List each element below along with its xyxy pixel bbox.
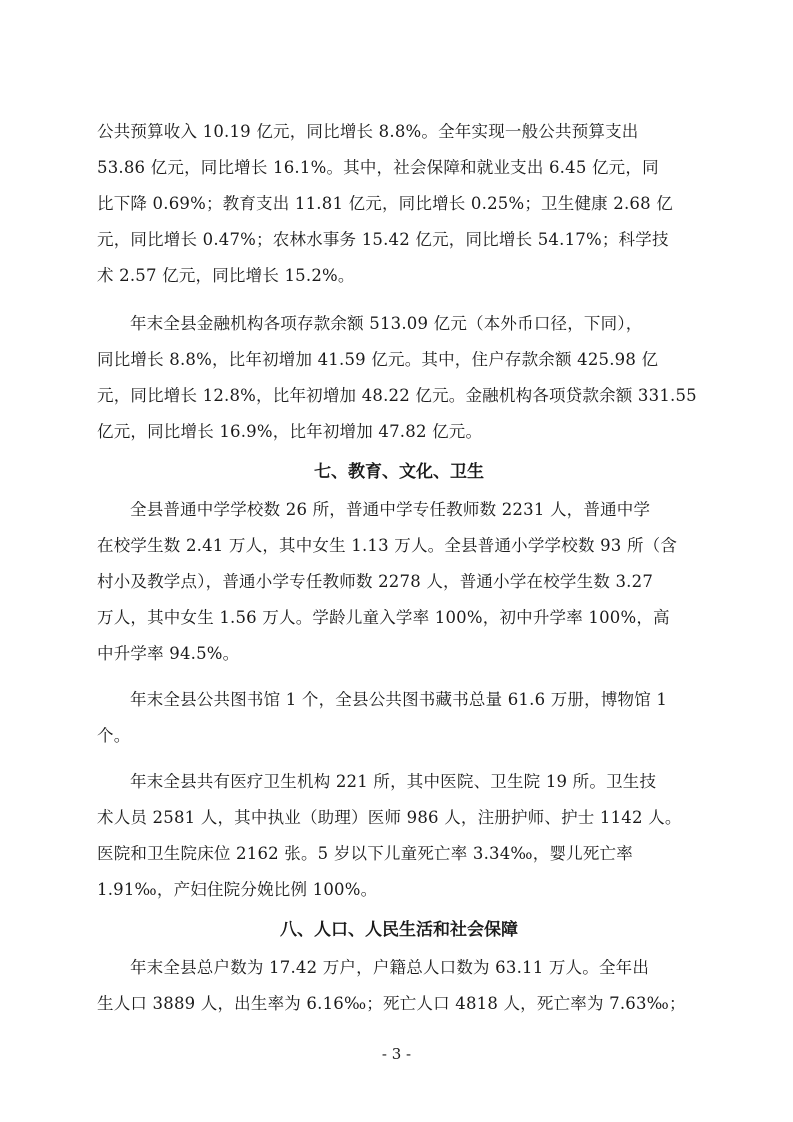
text-line: 亿元，同比增长 16.9%，比年初增加 47.82 亿元。 [97, 422, 483, 441]
text-line: 村小及教学点），普通小学专任教师数 2278 人，普通小学在校学生数 3.27 [97, 572, 654, 591]
text-line: 年末全县公共图书馆 1 个，全县公共图书藏书总量 61.6 万册，博物馆 1 [130, 690, 668, 709]
text-line: 全县普通中学学校数 26 所，普通中学专任教师数 2231 人，普通中学 [130, 500, 651, 519]
text-line: 元，同比增长 12.8%，比年初增加 48.22 亿元。金融机构各项贷款余额 331.55 [97, 386, 697, 405]
text-line: 万人，其中女生 1.56 万人。学龄儿童入学率 100%，初中升学率 100%，高 [97, 608, 670, 627]
text-line: 比下降 0.69%；教育支出 11.81 亿元，同比增长 0.25%；卫生健康 2.68 亿 [97, 194, 673, 213]
text-line: 医院和卫生院床位 2162 张。5 岁以下儿童死亡率 3.34‰，婴儿死亡率 [97, 844, 633, 863]
section-heading-education-culture-health: 七、教育、文化、卫生 [314, 462, 484, 482]
text-line: 年末全县总户数为 17.42 万户，户籍总人口数为 63.11 万人。全年出 [130, 958, 650, 977]
text-line: 中升学率 94.5%。 [97, 644, 240, 663]
text-line: 元，同比增长 0.47%；农林水事务 15.42 亿元，同比增长 54.17%；科学技 [97, 230, 669, 249]
text-line: 公共预算收入 10.19 亿元，同比增长 8.8%。全年实现一般公共预算支出 [97, 122, 639, 141]
page-number: - 3 - [381, 1045, 412, 1063]
text-line: 术人员 2581 人，其中执业（助理）医师 986 人，注册护师、护士 1142 人。 [97, 808, 682, 827]
text-line: 个。 [97, 726, 131, 745]
text-line: 在校学生数 2.41 万人，其中女生 1.13 万人。全县普通小学学校数 93 所（含 [97, 536, 678, 555]
text-line: 生人口 3889 人，出生率为 6.16‰；死亡人口 4818 人，死亡率为 7.63‰； [97, 994, 686, 1013]
text-line: 同比增长 8.8%，比年初增加 41.59 亿元。其中，住户存款余额 425.98 亿 [97, 350, 659, 369]
text-line: 年末全县金融机构各项存款余额 513.09 亿元（本外币口径，下同）， [130, 314, 643, 333]
text-line: 术 2.57 亿元，同比增长 15.2%。 [97, 266, 355, 285]
text-line: 年末全县共有医疗卫生机构 221 所，其中医院、卫生院 19 所。卫生技 [130, 772, 657, 791]
text-line: 1.91‰，产妇住院分娩比例 100%。 [97, 880, 378, 899]
text-line: 53.86 亿元，同比增长 16.1%。其中，社会保障和就业支出 6.45 亿元，同 [97, 158, 659, 177]
section-heading-population-livelihood: 八、人口、人民生活和社会保障 [280, 920, 518, 940]
